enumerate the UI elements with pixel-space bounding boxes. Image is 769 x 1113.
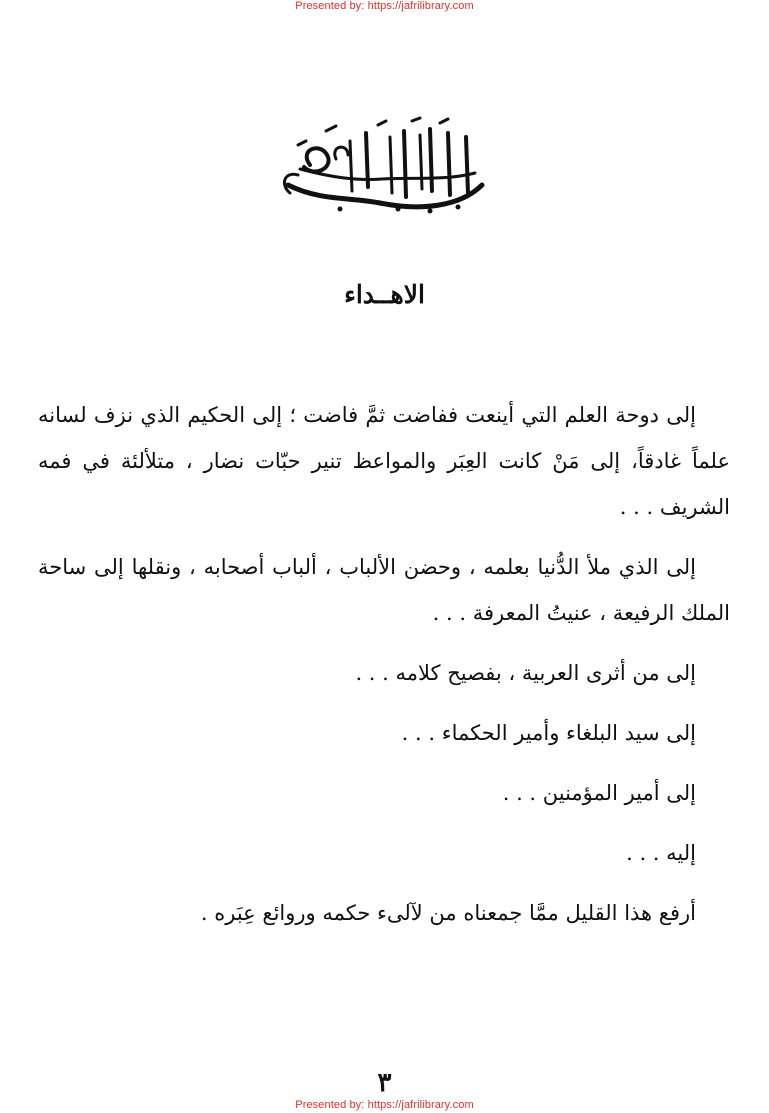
dedication-body — [38, 392, 730, 950]
paragraph: إليه . . . — [626, 841, 696, 865]
watermark-top: Presented by: https://jafrilibrary.com — [295, 0, 474, 12]
paragraph: إلى سيد البلغاء وأمير الحكماء . . . — [401, 721, 696, 745]
paragraph: أرفع هذا القليل ممَّا جمعناه من لآلىء حكمه وروائع عِبَره . — [200, 901, 696, 925]
paragraph: إلى دوحة العلم التي أينعت ففاضت ثمَّ فاضت ؛ إلى الحكيم الذي نزف لسانه علماً غادقاً، إلى مَنْ كانت العِبَر والمواعظ تنير حبّات نضار ، متلألئة في فمه الشريف . . . — [38, 403, 730, 519]
paragraph: إلى من أثرى العربية ، بفصيح كلامه . . . — [355, 661, 696, 685]
paragraph: إلى أمير المؤمنين . . . — [502, 781, 696, 805]
paragraph: إلى الذي ملأ الدُّنيا بعلمه ، وحضن الألباب ، ألباب أصحابه ، ونقلها إلى ساحة الملك الرفيعة ، عنيتُ المعرفة . . . — [38, 555, 730, 625]
page-number: ٣ — [377, 1068, 392, 1098]
dedication-title: الاهــداء — [344, 280, 425, 309]
basmala-calligraphy-icon — [270, 115, 492, 215]
watermark-bottom: Presented by: https://jafrilibrary.com — [295, 1099, 474, 1111]
